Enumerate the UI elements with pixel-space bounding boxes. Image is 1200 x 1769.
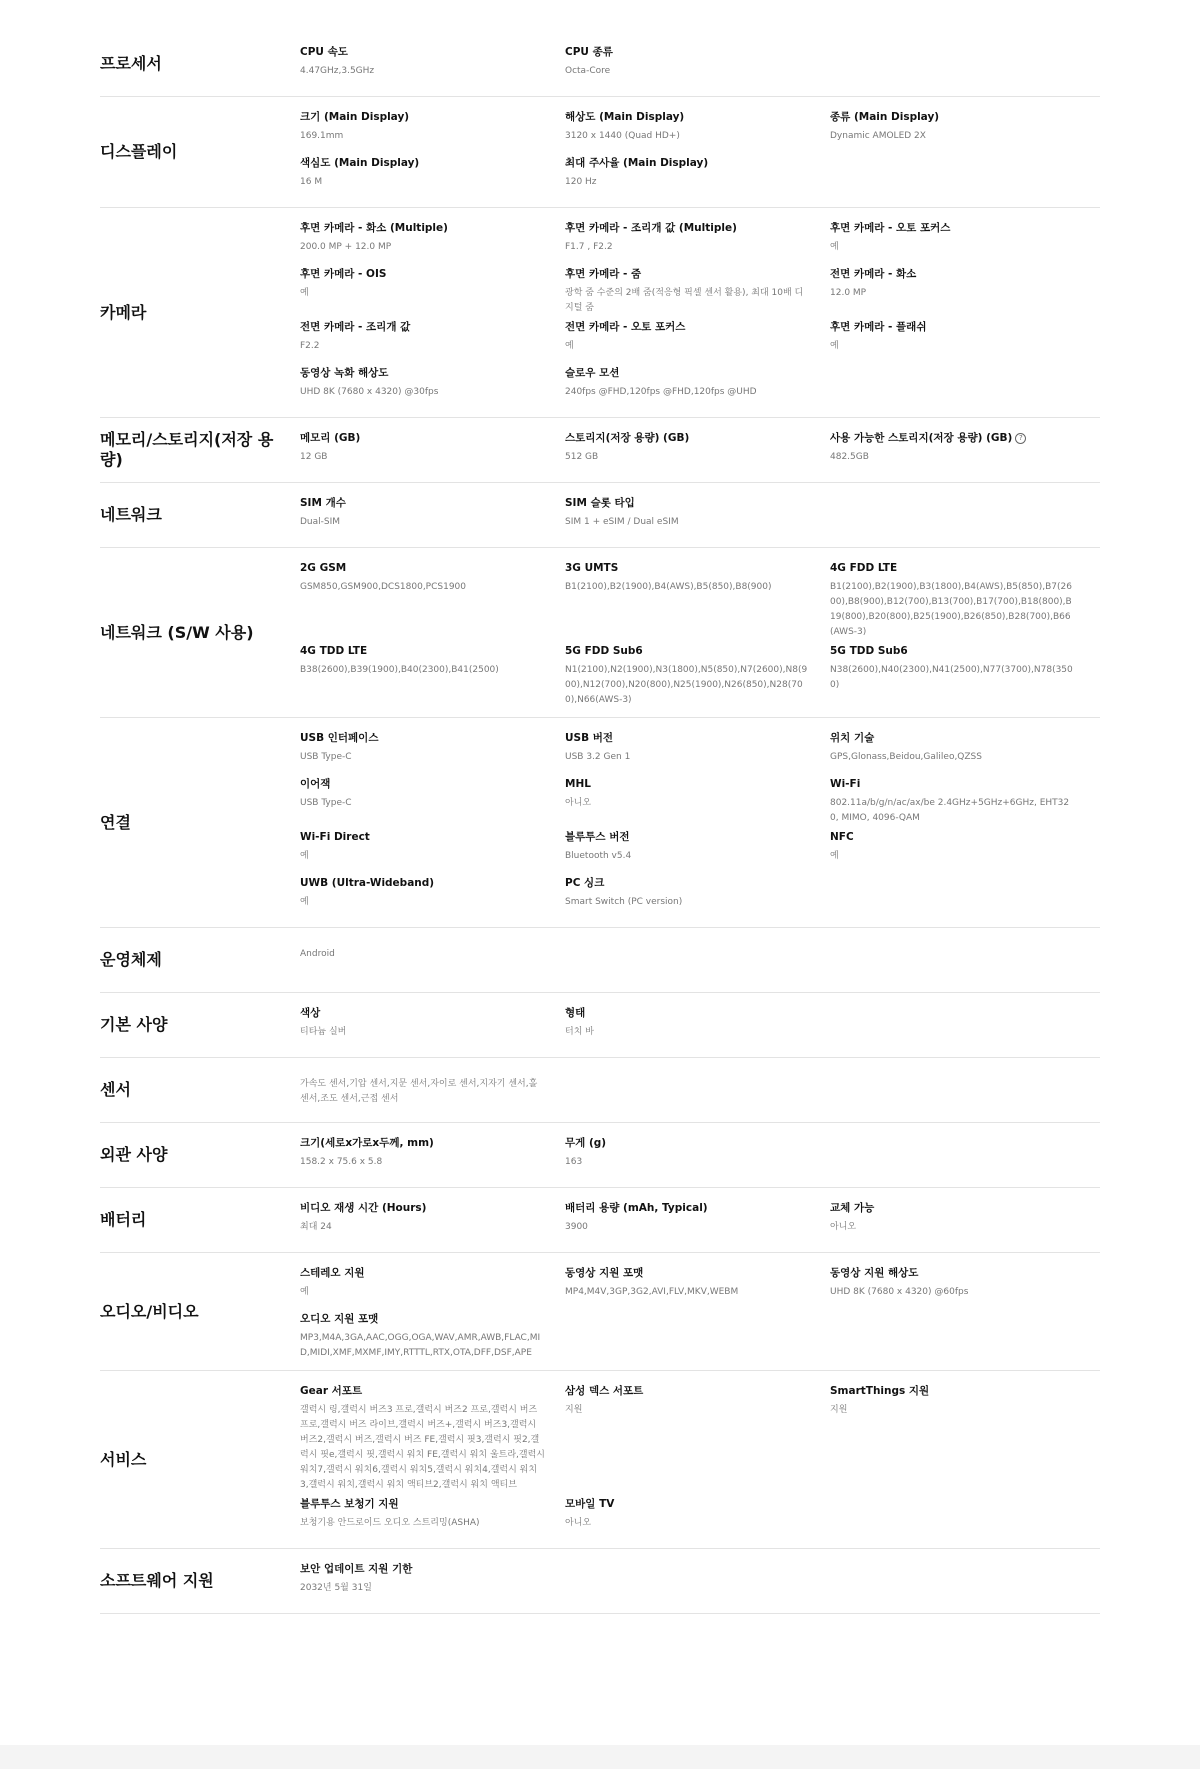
- spec-section: [100, 928, 1100, 993]
- spec-item: [565, 1197, 830, 1243]
- spec-label-text: 보안 업데이트 지원 기한: [300, 1563, 413, 1575]
- spec-item: [300, 1067, 565, 1113]
- spec-value: 163: [565, 1157, 583, 1167]
- spec-item: [830, 826, 1095, 872]
- spec-label: [565, 644, 810, 659]
- spec-item: [300, 773, 565, 826]
- spec-label: [300, 1562, 545, 1577]
- spec-section: [100, 32, 1100, 97]
- spec-item: [830, 106, 1095, 152]
- spec-value: B1(2100),B2(1900),B4(AWS),B5(850),B8(900): [565, 582, 772, 592]
- spec-item: [300, 362, 565, 408]
- spec-items: [300, 1058, 1100, 1122]
- spec-items: [300, 418, 1100, 482]
- spec-value: 2032년 5월 31일: [300, 1583, 372, 1593]
- spec-value: 아니오: [565, 798, 592, 808]
- spec-label: [565, 830, 810, 845]
- spec-label-text: SIM 슬롯 타입: [565, 497, 635, 509]
- spec-item: [300, 1132, 565, 1178]
- spec-label: [565, 777, 810, 792]
- spec-label: [565, 110, 810, 125]
- spec-value: F2.2: [300, 341, 320, 351]
- spec-label-text: 후면 카메라 - 화소 (Multiple): [300, 222, 448, 234]
- spec-label: [565, 45, 810, 60]
- section-title: 소프트웨어 지원: [100, 1571, 214, 1590]
- section-title: 네트워크: [100, 505, 162, 524]
- spec-item: [565, 1132, 830, 1178]
- spec-value: 예: [830, 341, 839, 351]
- spec-value: Octa-Core: [565, 66, 611, 76]
- spec-value: 예: [830, 851, 839, 861]
- spec-label: [830, 830, 1075, 845]
- spec-label: [830, 731, 1075, 746]
- spec-value: 지원: [565, 1405, 583, 1415]
- spec-value: 티타늄 실버: [300, 1027, 347, 1037]
- spec-label: [565, 1384, 810, 1399]
- spec-items: [300, 718, 1100, 927]
- section-title: 디스플레이: [100, 142, 178, 161]
- spec-label-text: 모바일 TV: [565, 1498, 615, 1510]
- spec-item: [565, 773, 830, 826]
- spec-section: [100, 548, 1100, 718]
- spec-item: [300, 263, 565, 316]
- spec-value: 예: [300, 288, 309, 298]
- spec-item: [830, 727, 1095, 773]
- spec-value: F1.7 , F2.2: [565, 242, 613, 252]
- spec-label-text: 스토리지(저장 용량) (GB): [565, 432, 690, 444]
- section-title: 배터리: [100, 1210, 147, 1229]
- spec-label-text: 오디오 지원 포맷: [300, 1313, 379, 1325]
- spec-items: [300, 483, 1100, 547]
- section-title: 외관 사양: [100, 1145, 168, 1164]
- spec-value: 예: [300, 1287, 309, 1297]
- spec-label: [300, 1266, 545, 1281]
- spec-item: [300, 152, 565, 198]
- spec-value: GPS,Glonass,Beidou,Galileo,QZSS: [830, 752, 982, 762]
- spec-label-text: 슬로우 모션: [565, 367, 620, 379]
- spec-label-text: USB 인터페이스: [300, 732, 379, 744]
- spec-item: [830, 316, 1095, 362]
- spec-label: [300, 876, 545, 891]
- spec-label: [565, 156, 810, 171]
- spec-section: [100, 418, 1100, 483]
- spec-value: 지원: [830, 1405, 848, 1415]
- spec-label: [565, 1006, 810, 1021]
- spec-label: [565, 431, 810, 446]
- spec-value: USB Type-C: [300, 752, 352, 762]
- spec-label-text: 후면 카메라 - OIS: [300, 268, 387, 280]
- spec-label-text: 교체 가능: [830, 1202, 875, 1214]
- spec-label-text: 전면 카메라 - 조리개 값: [300, 321, 411, 333]
- spec-item: [830, 1380, 1095, 1493]
- spec-label: [300, 320, 545, 335]
- spec-label: [565, 876, 810, 891]
- spec-value: 예: [300, 851, 309, 861]
- spec-value: 4.47GHz,3.5GHz: [300, 66, 375, 76]
- spec-item: [565, 727, 830, 773]
- spec-items: [300, 208, 1100, 417]
- spec-value: Android: [300, 949, 335, 959]
- spec-items: [300, 1188, 1100, 1252]
- spec-item: [565, 1380, 830, 1493]
- spec-item: [565, 640, 830, 708]
- spec-label-text: MHL: [565, 778, 591, 790]
- spec-value: MP4,M4V,3GP,3G2,AVI,FLV,MKV,WEBM: [565, 1287, 739, 1297]
- spec-label-text: 메모리 (GB): [300, 432, 361, 444]
- spec-item: [300, 427, 565, 473]
- spec-item: [565, 217, 830, 263]
- spec-section: [100, 208, 1100, 418]
- spec-label-text: 최대 주사율 (Main Display): [565, 157, 709, 169]
- spec-value: USB 3.2 Gen 1: [565, 752, 631, 762]
- section-title: 운영체제: [100, 950, 162, 969]
- spec-item: [300, 1558, 565, 1604]
- spec-item: [830, 263, 1095, 316]
- spec-label: [300, 1136, 545, 1151]
- spec-item: [565, 427, 830, 473]
- spec-label-text: 5G FDD Sub6: [565, 645, 643, 657]
- spec-item: [300, 106, 565, 152]
- spec-label: [830, 561, 1075, 576]
- spec-label-text: 무게 (g): [565, 1137, 607, 1149]
- spec-value: Smart Switch (PC version): [565, 897, 683, 907]
- spec-item: [300, 937, 565, 983]
- spec-label: [300, 45, 545, 60]
- spec-section: [100, 1549, 1100, 1614]
- spec-section: [100, 97, 1100, 208]
- spec-value: 169.1mm: [300, 131, 344, 141]
- spec-value: 가속도 센서,기압 센서,지문 센서,자이로 센서,지자기 센서,홀 센서,조도 센서,근접 센서: [300, 1079, 538, 1104]
- spec-label-text: 배터리 용량 (mAh, Typical): [565, 1202, 708, 1214]
- spec-label-text: SIM 개수: [300, 497, 346, 509]
- spec-label: [300, 1006, 545, 1021]
- spec-label: [830, 110, 1075, 125]
- spec-item: [300, 1002, 565, 1048]
- spec-label: [300, 830, 545, 845]
- spec-label: [300, 777, 545, 792]
- section-title: 네트워크 (S/W 사용): [100, 622, 254, 642]
- spec-label-text: Wi-Fi: [830, 778, 861, 790]
- spec-value: 482.5GB: [830, 452, 869, 462]
- spec-item: [565, 1262, 830, 1308]
- spec-label-text: 크기 (Main Display): [300, 111, 410, 123]
- spec-label: [300, 561, 545, 576]
- spec-items: [300, 928, 1100, 992]
- spec-value: 아니오: [830, 1222, 857, 1232]
- spec-label: [830, 1384, 1075, 1399]
- section-title: 기본 사양: [100, 1015, 168, 1034]
- spec-item: [300, 1380, 565, 1493]
- spec-label-text: 종류 (Main Display): [830, 111, 940, 123]
- spec-label-text: 위치 기술: [830, 732, 875, 744]
- spec-item: [830, 217, 1095, 263]
- spec-label: [300, 267, 545, 282]
- spec-value: 터치 바: [565, 1027, 594, 1037]
- spec-label: [830, 221, 1075, 236]
- spec-value: 갤럭시 링,갤럭시 버즈3 프로,갤럭시 버즈2 프로,갤럭시 버즈 프로,갤럭시 버즈 라이브,갤럭시 버즈+,갤럭시 버즈3,갤럭시 버즈2,갤럭시 버즈,갤럭시 버즈 FE,갤럭시 핏3,갤럭시 핏2,갤럭시 핏e,갤럭시 핏,갤럭시 워치 FE,갤럭시 워치 울트라,갤럭시 워치7,갤럭시 워치6,갤럭시 워치5,갤럭시 워치4,갤럭시 워치3,갤럭시 워치,갤럭시 워치 액티브2,갤럭시 워치 액티브: [300, 1405, 545, 1490]
- spec-item: [830, 1197, 1095, 1243]
- spec-label: [300, 496, 545, 511]
- spec-label: [830, 267, 1075, 282]
- spec-item: [300, 1197, 565, 1243]
- spec-item: [300, 1493, 565, 1539]
- spec-item: [565, 263, 830, 316]
- spec-item: [565, 826, 830, 872]
- spec-label: [830, 1266, 1075, 1281]
- spec-item: [300, 727, 565, 773]
- spec-label-text: 이어잭: [300, 778, 331, 790]
- spec-label: [830, 431, 1075, 446]
- spec-label-text: 후면 카메라 - 플래쉬: [830, 321, 927, 333]
- spec-label-text: 3G UMTS: [565, 562, 619, 574]
- spec-label-text: Gear 서포트: [300, 1385, 363, 1397]
- spec-value: 802.11a/b/g/n/ac/ax/be 2.4GHz+5GHz+6GHz, EHT320, MIMO, 4096-QAM: [830, 798, 1070, 823]
- spec-label: [300, 644, 545, 659]
- spec-label: [565, 496, 810, 511]
- spec-item: [830, 1262, 1095, 1308]
- spec-items: [300, 32, 1100, 96]
- spec-label-text: UWB (Ultra-Wideband): [300, 877, 435, 889]
- spec-label-text: 스테레오 지원: [300, 1267, 365, 1279]
- spec-items: [300, 993, 1100, 1057]
- spec-label: [300, 366, 545, 381]
- section-title: 서비스: [100, 1449, 147, 1469]
- spec-label-text: 크기(세로x가로x두께, mm): [300, 1137, 434, 1149]
- spec-label-text: 후면 카메라 - 줌: [565, 268, 642, 280]
- spec-label-text: 후면 카메라 - 오토 포커스: [830, 222, 951, 234]
- spec-label: [565, 221, 810, 236]
- spec-section: [100, 1371, 1100, 1549]
- spec-label: [565, 731, 810, 746]
- spec-label-text: 4G FDD LTE: [830, 562, 898, 574]
- spec-item: [300, 217, 565, 263]
- spec-section: [100, 1058, 1100, 1123]
- spec-value: 광학 줌 수준의 2배 줌(적응형 픽셀 센서 활용), 최대 10배 디지털 줌: [565, 288, 804, 313]
- section-title: 프로세서: [100, 54, 162, 73]
- spec-section: [100, 993, 1100, 1058]
- spec-value: 200.0 MP + 12.0 MP: [300, 242, 392, 252]
- spec-items: [300, 548, 1100, 717]
- spec-value: USB Type-C: [300, 798, 352, 808]
- section-title: 연결: [100, 812, 131, 832]
- spec-value: UHD 8K (7680 x 4320) @30fps: [300, 387, 439, 397]
- spec-value: GSM850,GSM900,DCS1800,PCS1900: [300, 582, 467, 592]
- spec-value: 보청기용 안드로이드 오디오 스트리밍(ASHA): [300, 1518, 480, 1528]
- spec-value: 12.0 MP: [830, 288, 867, 298]
- spec-value: 512 GB: [565, 452, 599, 462]
- spec-label: [300, 221, 545, 236]
- spec-items: [300, 97, 1100, 207]
- spec-label-text: 전면 카메라 - 화소: [830, 268, 917, 280]
- spec-label: [565, 1266, 810, 1281]
- spec-value: 아니오: [565, 1518, 592, 1528]
- spec-label: [565, 267, 810, 282]
- spec-label: [565, 1201, 810, 1216]
- spec-value: 240fps @FHD,120fps @FHD,120fps @UHD: [565, 387, 757, 397]
- spec-label: [300, 1497, 545, 1512]
- spec-label: [565, 366, 810, 381]
- spec-label: [300, 1201, 545, 1216]
- spec-value: UHD 8K (7680 x 4320) @60fps: [830, 1287, 969, 1297]
- spec-section: [100, 1188, 1100, 1253]
- spec-value: 158.2 x 75.6 x 5.8: [300, 1157, 383, 1167]
- spec-value: 최대 24: [300, 1222, 332, 1232]
- spec-value: N38(2600),N40(2300),N41(2500),N77(3700),N78(3500): [830, 665, 1073, 690]
- spec-value: SIM 1 + eSIM / Dual eSIM: [565, 517, 679, 527]
- spec-label: [300, 731, 545, 746]
- spec-items: [300, 1371, 1100, 1548]
- spec-label: [830, 320, 1075, 335]
- spec-section: [100, 718, 1100, 928]
- spec-item: [830, 427, 1095, 473]
- spec-label-text: 동영상 지원 포맷: [565, 1267, 644, 1279]
- spec-label-text: USB 버전: [565, 732, 614, 744]
- spec-label-text: 4G TDD LTE: [300, 645, 368, 657]
- section-title: 메모리/스토리지(저장 용량): [100, 430, 274, 469]
- spec-item: [830, 557, 1095, 640]
- spec-item: [300, 557, 565, 640]
- spec-label: [830, 644, 1075, 659]
- spec-items: [300, 1549, 1100, 1613]
- spec-items: [300, 1253, 1100, 1370]
- spec-table: [100, 32, 1100, 1614]
- spec-value: 3120 x 1440 (Quad HD+): [565, 131, 680, 141]
- spec-item: [300, 1262, 565, 1308]
- spec-item: [565, 1002, 830, 1048]
- spec-item: [565, 41, 830, 87]
- spec-label-text: Wi-Fi Direct: [300, 831, 370, 843]
- spec-item: [300, 41, 565, 87]
- spec-label: [300, 1312, 545, 1327]
- spec-item: [300, 826, 565, 872]
- help-icon[interactable]: ?: [1015, 433, 1026, 444]
- spec-label-text: 후면 카메라 - 조리개 값 (Multiple): [565, 222, 737, 234]
- spec-label-text: NFC: [830, 831, 854, 843]
- spec-label: [830, 777, 1075, 792]
- spec-label-text: CPU 속도: [300, 46, 348, 58]
- spec-item: [830, 773, 1095, 826]
- spec-item: [300, 640, 565, 708]
- section-title: 오디오/비디오: [100, 1301, 199, 1321]
- spec-value: B38(2600),B39(1900),B40(2300),B41(2500): [300, 665, 499, 675]
- spec-item: [565, 492, 830, 538]
- spec-item: [565, 316, 830, 362]
- spec-value: 예: [565, 341, 574, 351]
- spec-item: [300, 1308, 565, 1361]
- spec-value: Bluetooth v5.4: [565, 851, 632, 861]
- spec-item: [300, 872, 565, 918]
- spec-value: 예: [300, 897, 309, 907]
- spec-label-text: 전면 카메라 - 오토 포커스: [565, 321, 686, 333]
- spec-item: [565, 872, 830, 918]
- spec-item: [565, 1493, 830, 1539]
- spec-label: [565, 1136, 810, 1151]
- spec-item: [565, 557, 830, 640]
- spec-value: 120 Hz: [565, 177, 597, 187]
- spec-label: [300, 110, 545, 125]
- spec-item: [300, 316, 565, 362]
- spec-label-text: 블루투스 버전: [565, 831, 630, 843]
- spec-label: [565, 561, 810, 576]
- spec-label-text: SmartThings 지원: [830, 1385, 930, 1397]
- spec-value: 12 GB: [300, 452, 328, 462]
- spec-label-text: 형태: [565, 1007, 586, 1019]
- spec-section: [100, 1123, 1100, 1188]
- spec-items: [300, 1123, 1100, 1187]
- spec-section: [100, 1253, 1100, 1371]
- spec-label-text: 색상: [300, 1007, 321, 1019]
- spec-label: [300, 431, 545, 446]
- spec-label-text: CPU 종류: [565, 46, 613, 58]
- section-title: 카메라: [100, 302, 147, 322]
- section-title: 센서: [100, 1080, 131, 1099]
- spec-value: Dynamic AMOLED 2X: [830, 131, 926, 141]
- spec-item: [830, 640, 1095, 708]
- spec-item: [565, 106, 830, 152]
- spec-value: MP3,M4A,3GA,AAC,OGG,OGA,WAV,AMR,AWB,FLAC,MID,MIDI,XMF,MXMF,IMY,RTTTL,RTX,OTA,DFF,DSF,APE: [300, 1333, 541, 1358]
- spec-item: [300, 492, 565, 538]
- spec-item: [565, 362, 830, 408]
- spec-value: Dual-SIM: [300, 517, 341, 527]
- spec-label-text: 색심도 (Main Display): [300, 157, 420, 169]
- spec-label: [565, 1497, 810, 1512]
- spec-label-text: 삼성 덱스 서포트: [565, 1385, 644, 1397]
- spec-label-text: 블루투스 보청기 지원: [300, 1498, 399, 1510]
- spec-section: [100, 483, 1100, 548]
- spec-value: 3900: [565, 1222, 588, 1232]
- spec-label-text: PC 싱크: [565, 877, 605, 889]
- spec-item: [565, 152, 830, 198]
- spec-label: [300, 156, 545, 171]
- spec-label-text: 2G GSM: [300, 562, 347, 574]
- spec-label-text: 동영상 녹화 해상도: [300, 367, 389, 379]
- spec-label-text: 동영상 지원 해상도: [830, 1267, 919, 1279]
- spec-value: N1(2100),N2(1900),N3(1800),N5(850),N7(2600),N8(900),N12(700),N20(800),N25(1900),N26(850),N28(700),N66(AWS-3): [565, 665, 808, 705]
- spec-value: 16 M: [300, 177, 323, 187]
- spec-label: [300, 1384, 545, 1399]
- footer-band: [0, 1745, 1200, 1769]
- spec-value: B1(2100),B2(1900),B3(1800),B4(AWS),B5(850),B7(2600),B8(900),B12(700),B13(700),B17(700),B18(800),B19(800),B20(800),B25(1900),B26(850),B28(700),B66(AWS-3): [830, 582, 1072, 637]
- spec-label-text: 5G TDD Sub6: [830, 645, 908, 657]
- spec-label: [565, 320, 810, 335]
- spec-value: 예: [830, 242, 839, 252]
- spec-label-text: 사용 가능한 스토리지(저장 용량) (GB): [830, 432, 1013, 444]
- spec-label-text: 해상도 (Main Display): [565, 111, 685, 123]
- spec-label: [830, 1201, 1075, 1216]
- spec-label-text: 비디오 재생 시간 (Hours): [300, 1202, 427, 1214]
